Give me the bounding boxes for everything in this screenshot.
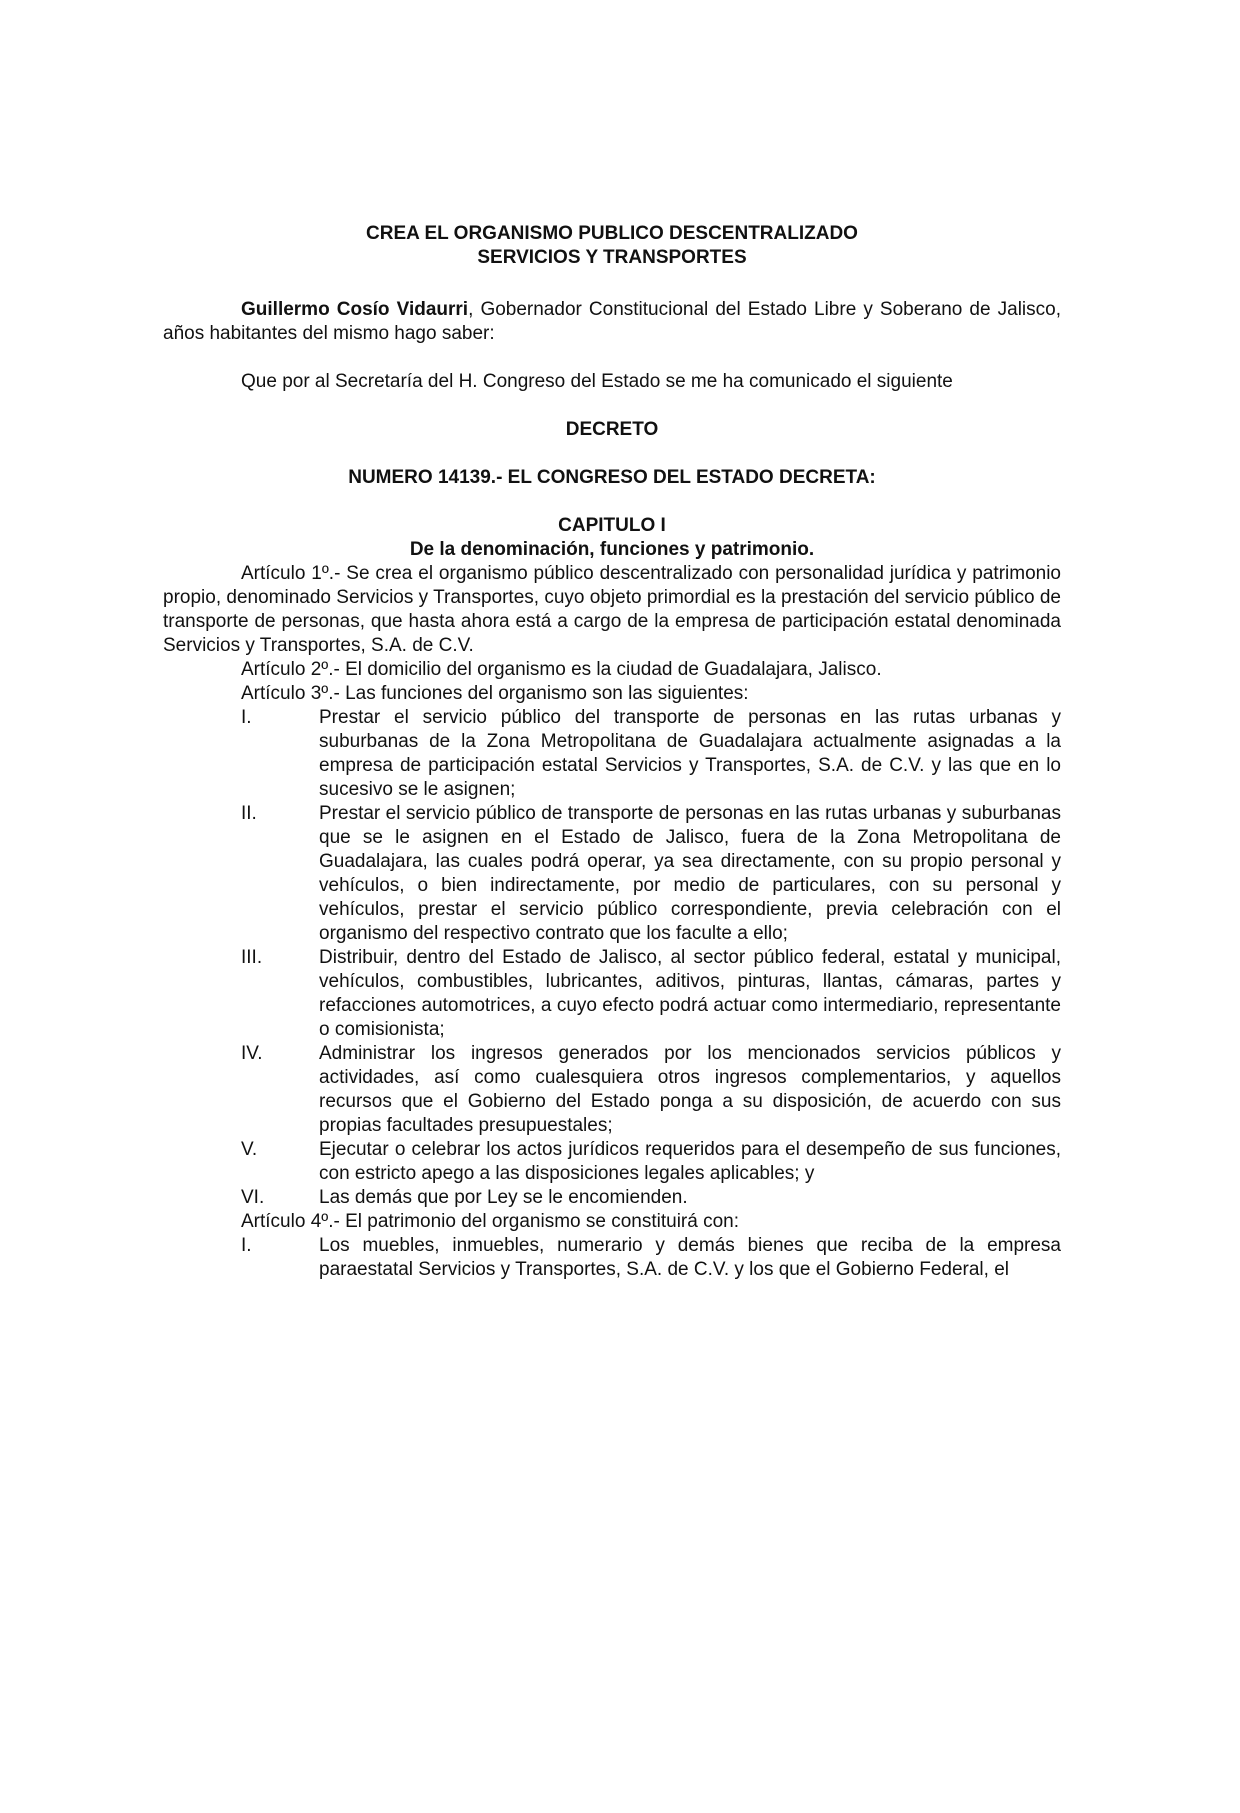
article-3: Artículo 3º.- Las funciones del organismo son las siguientes: [241, 683, 749, 704]
item-number: IV. [241, 1043, 263, 1064]
chapter-heading: CAPITULO I [558, 515, 666, 536]
article-3-item [163, 706, 1061, 802]
decree-heading: DECRETO [565, 419, 659, 440]
item-number: II. [241, 803, 257, 824]
title-line-2: SERVICIOS Y TRANSPORTES [477, 247, 747, 268]
item-number: VI. [241, 1187, 265, 1208]
communication-paragraph: Que por al Secretaría del H. Congreso del Estado se me ha comunicado el siguiente [241, 371, 953, 392]
item-text: Ejecutar o celebrar los actos jurídicos requeridos para el desempeño de sus funciones, con estricto apego a las disposiciones legales aplicables; y [319, 1139, 1061, 1184]
intro-paragraph [163, 298, 1061, 346]
item-text: Las demás que por Ley se le encomienden. [319, 1187, 688, 1208]
article-3-item [163, 1186, 1061, 1210]
article-3-item [163, 802, 1061, 946]
item-text: Administrar los ingresos generados por los mencionados servicios públicos y actividades, así como cualesquiera otros ingresos complementarios, y aquellos recursos que el Gobierno del Estado ponga a su disposición, de acuerdo con sus propias facultades presupuestales; [319, 1043, 1061, 1136]
item-number: I. [241, 707, 252, 728]
chapter-subheading: De la denominación, funciones y patrimonio. [409, 539, 815, 560]
article-3-item [163, 1042, 1061, 1138]
article-1: Artículo 1º.- Se crea el organismo público descentralizado con personalidad jurídica y patrimonio propio, denominado Servicios y Transportes, cuyo objeto primordial es la prestación del servicio público de transporte de personas, que hasta ahora está a cargo de la empresa de participación estatal denominada Servicios y Transportes, S.A. de C.V. [163, 563, 1061, 656]
item-number: I. [241, 1235, 252, 1256]
decree-number: NUMERO 14139.- EL CONGRESO DEL ESTADO DECRETA: [348, 467, 876, 488]
title-line-1: CREA EL ORGANISMO PUBLICO DESCENTRALIZADO [366, 223, 858, 244]
article-4: Artículo 4º.- El patrimonio del organismo se constituirá con: [241, 1211, 739, 1232]
governor-name: Guillermo Cosío Vidaurri [241, 299, 469, 320]
item-text: Prestar el servicio público de transporte de personas en las rutas urbanas y suburbanas que se le asignen en el Estado de Jalisco, fuera de la Zona Metropolitana de Guadalajara, las cuales podrá operar, ya sea directamente, con su propio personal y vehículos, o bien indirectamente, por medio de particulares, con su personal y vehículos, prestar el servicio público correspondiente, previa celebración con el organismo del respectivo contrato que los faculte a ello; [319, 803, 1061, 944]
governor-text: , Gobernador Constitucional del Estado Libre y Soberano de Jalisco, años habitantes del mismo hago saber: [163, 299, 1061, 344]
item-text: Los muebles, inmuebles, numerario y demás bienes que reciba de la empresa paraestatal Servicios y Transportes, S.A. de C.V. y los que el Gobierno Federal, el [319, 1235, 1061, 1280]
item-text: Prestar el servicio público del transporte de personas en las rutas urbanas y suburbanas de la Zona Metropolitana de Guadalajara actualmente asignadas a la empresa de participación estatal Servicios y Transportes, S.A. de C.V. y las que en lo sucesivo se le asignen; [319, 707, 1061, 800]
item-number: III. [241, 947, 263, 968]
item-number: V. [241, 1139, 258, 1160]
item-text: Distribuir, dentro del Estado de Jalisco, al sector público federal, estatal y municipal, vehículos, combustibles, lubricantes, aditivos, pinturas, llantas, cámaras, partes y refacciones automotrices, a cuyo efecto podrá actuar como intermediario, representante o comisionista; [319, 947, 1061, 1040]
article-2: Artículo 2º.- El domicilio del organismo es la ciudad de Guadalajara, Jalisco. [241, 659, 882, 680]
article-4-item [163, 1234, 1061, 1282]
document-body [163, 222, 1061, 1282]
article-3-item [163, 946, 1061, 1042]
article-3-item [163, 1138, 1061, 1186]
